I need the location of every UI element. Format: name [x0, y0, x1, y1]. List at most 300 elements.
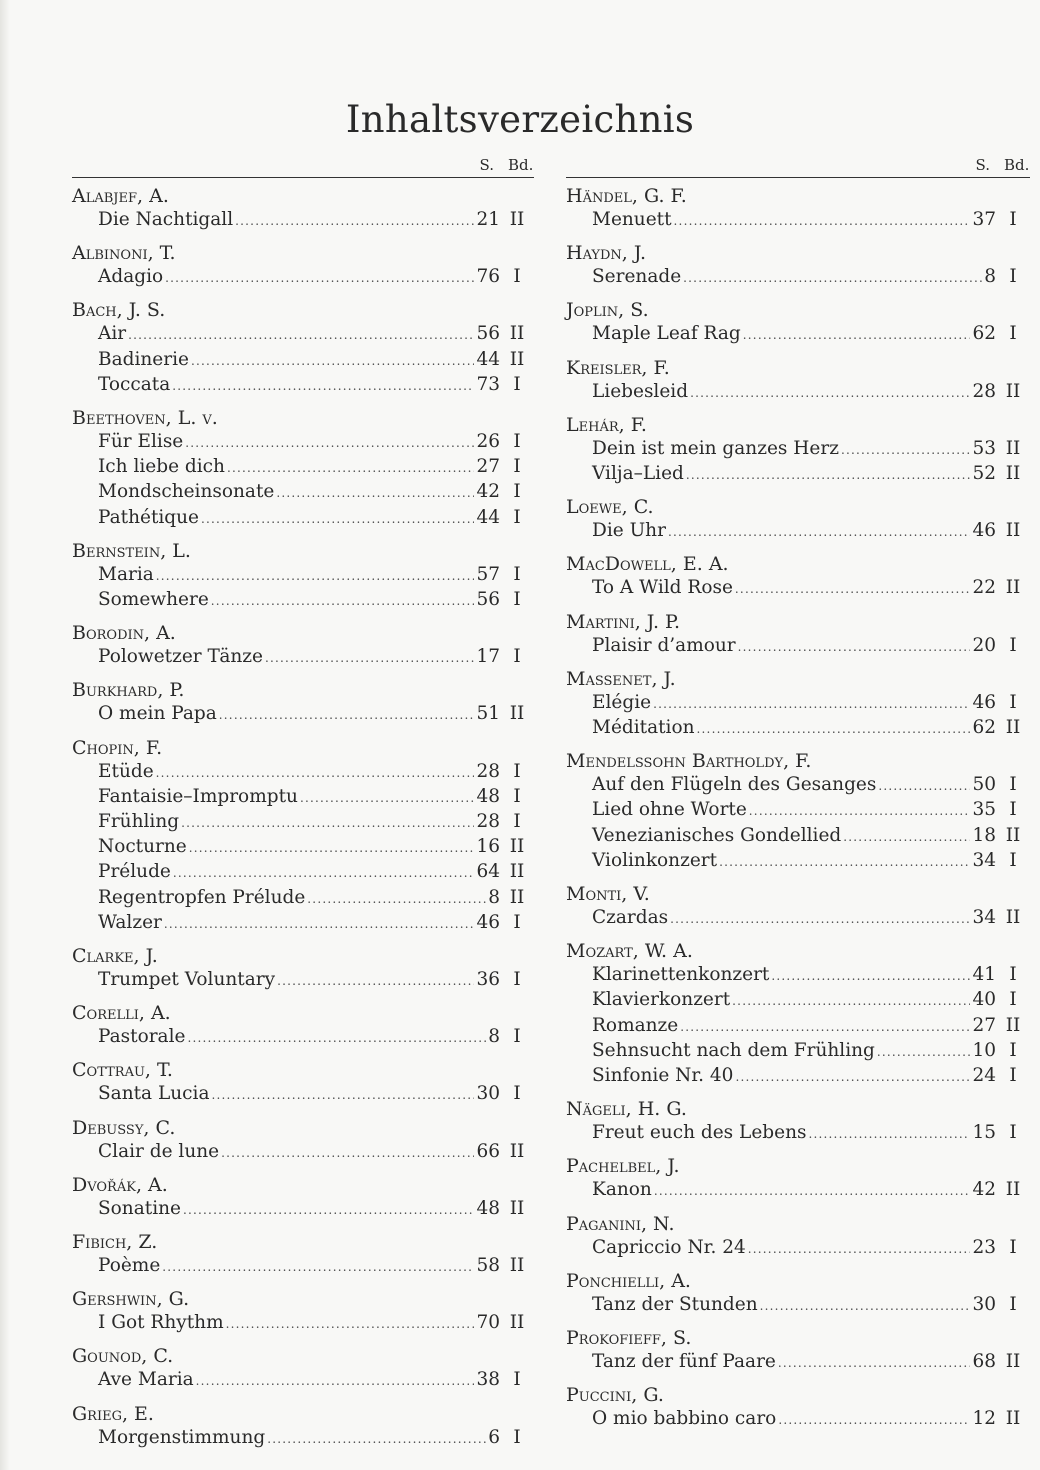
page-number: 44: [476, 506, 500, 528]
dot-leader: [877, 1041, 971, 1064]
page-number: 73: [476, 373, 500, 395]
toc-entry: [72, 588, 534, 613]
page-number: 16: [476, 836, 500, 858]
page-number: 34: [972, 849, 996, 871]
dot-leader: [277, 970, 474, 993]
composer-name: Händel, G. F.: [566, 185, 687, 207]
volume-number: I: [513, 1083, 521, 1105]
page-number: 76: [476, 266, 500, 288]
toc-entry: [566, 906, 1030, 931]
page-number: 51: [476, 703, 500, 725]
dot-leader: [267, 1428, 486, 1451]
toc-entry: [566, 462, 1030, 487]
toc-entry: [72, 968, 534, 993]
toc-entry: [566, 691, 1030, 716]
volume-number: I: [1009, 209, 1017, 230]
dot-leader: [219, 704, 475, 727]
work-title: I Got Rhythm: [98, 1312, 224, 1334]
work-title: Vilja–Lied: [592, 463, 684, 485]
work-title: Klavierkonzert: [592, 989, 731, 1011]
composer-name: Kreisler, F.: [566, 356, 670, 379]
volume-number: II: [1005, 907, 1021, 929]
toc-entry: [72, 810, 534, 835]
volume-number: I: [1009, 849, 1017, 871]
toc-entry: [72, 455, 534, 480]
volume-number: II: [509, 323, 525, 345]
work-title: Clair de lune: [98, 1140, 220, 1162]
toc-entry: [566, 1121, 1030, 1146]
page-number: 8: [984, 266, 996, 288]
composer-name: Massenet, J.: [566, 667, 676, 690]
page-column-label: S.: [479, 156, 494, 174]
toc-entry: [72, 480, 534, 505]
toc-entry: [72, 1197, 534, 1222]
work-title: Frühling: [98, 811, 180, 833]
page-number: 23: [972, 1236, 996, 1258]
volume-number: I: [1009, 1293, 1017, 1315]
dot-leader: [735, 1066, 970, 1089]
volume-number: II: [509, 209, 525, 230]
toc-entry: [566, 265, 1030, 290]
toc-entry: [72, 1311, 534, 1336]
work-title: Maple Leaf Rag: [592, 323, 741, 345]
work-title: Prélude: [98, 861, 171, 883]
page-number: 50: [972, 774, 996, 796]
toc-entry: [566, 849, 1030, 874]
composer-name: Fibich, Z.: [72, 1231, 158, 1254]
dot-leader: [654, 1180, 971, 1203]
toc-entry: [72, 785, 534, 810]
dot-leader: [201, 508, 474, 531]
toc-entry: [72, 373, 534, 398]
page-number: 10: [972, 1039, 996, 1061]
page-number: 48: [476, 1197, 500, 1219]
work-title: Nocturne: [98, 836, 187, 858]
page-number: 28: [972, 380, 996, 402]
page-number: 6: [488, 1426, 500, 1448]
composer-name: Gounod, C.: [72, 1345, 174, 1368]
volume-number: I: [513, 1369, 521, 1391]
volume-number: I: [1009, 1236, 1017, 1258]
page-number: 46: [476, 911, 500, 933]
volume-number: I: [513, 785, 521, 807]
volume-number: II: [1005, 1408, 1021, 1430]
toc-column-left: [72, 156, 534, 1451]
volume-number: II: [1005, 1179, 1021, 1201]
volume-number: I: [1009, 691, 1017, 713]
dot-leader: [191, 350, 474, 373]
work-title: Liebesleid: [592, 380, 689, 402]
composer-name: Clarke, J.: [72, 945, 158, 968]
toc-entry: [72, 1140, 534, 1165]
dot-leader: [211, 1084, 474, 1107]
work-title: Air: [98, 323, 127, 345]
volume-number: I: [1009, 1065, 1017, 1087]
work-title: Serenade: [592, 266, 682, 288]
composer-name: Alabjef, A.: [72, 185, 169, 207]
dot-leader: [211, 590, 475, 613]
dot-leader: [841, 439, 971, 462]
volume-number: II: [1005, 520, 1021, 542]
composer-name: Corelli, A.: [72, 1002, 171, 1025]
page-number: 17: [476, 646, 500, 668]
toc-entry: [566, 634, 1030, 659]
volume-number: I: [1009, 989, 1017, 1011]
toc-entry: [72, 265, 534, 290]
volume-number: II: [1005, 577, 1021, 599]
page-number: 34: [972, 907, 996, 929]
dot-leader: [743, 324, 971, 347]
toc-entry: [566, 208, 1030, 233]
work-title: Romanze: [592, 1014, 679, 1036]
dot-leader: [173, 862, 475, 885]
work-title: Poème: [98, 1255, 161, 1277]
dot-leader: [771, 965, 970, 988]
work-title: Santa Lucia: [98, 1083, 210, 1105]
dot-leader: [221, 1142, 474, 1165]
composer-name: Haydn, J.: [566, 242, 647, 265]
work-title: Etüde: [98, 760, 154, 782]
work-title: Freut euch des Lebens: [592, 1122, 807, 1144]
work-title: Capriccio Nr. 24: [592, 1236, 746, 1258]
page-number: 64: [476, 861, 500, 883]
work-title: Für Elise: [98, 431, 184, 453]
composer-name: Puccini, G.: [566, 1384, 664, 1407]
page-number: 53: [972, 437, 996, 459]
page-number: 37: [972, 209, 996, 230]
toc-entry: [566, 1178, 1030, 1203]
work-title: Toccata: [98, 373, 171, 395]
page-number: 26: [476, 431, 500, 453]
page-number: 42: [476, 481, 500, 503]
dot-leader: [680, 1016, 970, 1039]
dot-leader: [189, 837, 475, 860]
work-title: Maria: [98, 563, 154, 585]
work-title: Plaisir d’amour: [592, 634, 736, 656]
toc-entry: [72, 1025, 534, 1050]
toc-list-right: [566, 178, 1030, 1432]
dot-leader: [760, 1295, 971, 1318]
composer-name: Martini, J. P.: [566, 610, 680, 633]
composer-name: Grieg, E.: [72, 1402, 154, 1425]
work-title: Ave Maria: [98, 1369, 194, 1391]
dot-leader: [172, 375, 474, 398]
page-number: 42: [972, 1179, 996, 1201]
toc-entry: [72, 1426, 534, 1451]
page-number: 68: [972, 1351, 996, 1373]
dot-leader: [185, 432, 474, 455]
volume-number: II: [1005, 380, 1021, 402]
volume-number: I: [513, 373, 521, 395]
dot-leader: [674, 210, 971, 233]
toc-entry: [72, 1368, 534, 1393]
dot-leader: [128, 324, 474, 347]
composer-name: Debussy, C.: [72, 1116, 176, 1139]
work-title: Venezianisches Gondellied: [592, 824, 842, 846]
page-number: 30: [972, 1293, 996, 1315]
toc-entry: [72, 645, 534, 670]
page-number: 28: [476, 811, 500, 833]
page-column-label: S.: [975, 156, 990, 174]
dot-leader: [196, 1370, 475, 1393]
dot-leader: [738, 636, 971, 659]
dot-leader: [748, 1238, 971, 1261]
volume-number: I: [513, 456, 521, 478]
dot-leader: [668, 521, 971, 544]
composer-name: Ponchielli, A.: [566, 1269, 691, 1292]
page-title: Inhaltsverzeichnis: [345, 98, 695, 141]
dot-leader: [165, 267, 474, 290]
work-title: Somewhere: [98, 589, 209, 611]
dot-leader: [156, 762, 475, 785]
work-title: Die Uhr: [592, 520, 666, 542]
page-number: 41: [972, 964, 996, 986]
dot-leader: [719, 851, 970, 874]
volume-number: II: [509, 1197, 525, 1219]
volume-number: I: [513, 646, 521, 668]
volume-number: II: [1005, 824, 1021, 846]
dot-leader: [778, 1352, 971, 1375]
dot-leader: [878, 775, 970, 798]
dot-leader: [843, 826, 970, 849]
page-number: 15: [972, 1122, 996, 1144]
toc-entry: [566, 576, 1030, 601]
volume-number: I: [513, 760, 521, 782]
page-number: 20: [972, 634, 996, 656]
toc-entry: [566, 1014, 1030, 1039]
work-title: Pastorale: [98, 1026, 186, 1048]
composer-name: Bernstein, L.: [72, 539, 191, 562]
dot-leader: [183, 1199, 474, 1222]
volume-number: I: [1009, 1039, 1017, 1061]
page-number: 44: [476, 348, 500, 370]
toc-entry: [566, 798, 1030, 823]
page-number: 56: [476, 323, 500, 345]
dot-leader: [686, 464, 971, 487]
page-number: 8: [488, 1026, 500, 1048]
dot-leader: [683, 267, 982, 290]
dot-leader: [187, 1027, 486, 1050]
toc-entry: [566, 322, 1030, 347]
page-number: 48: [476, 785, 500, 807]
work-title: Trumpet Voluntary: [98, 969, 276, 991]
volume-number: II: [509, 861, 525, 883]
page-number: 62: [972, 323, 996, 345]
work-title: Méditation: [592, 717, 695, 739]
toc-entry: [566, 824, 1030, 849]
toc-entry: [72, 911, 534, 936]
toc-entry: [566, 716, 1030, 741]
composer-name: Paganini, N.: [566, 1212, 675, 1235]
work-title: Polowetzer Tänze: [98, 646, 263, 668]
toc-entry: [566, 1293, 1030, 1318]
dot-leader: [697, 718, 971, 741]
volume-number: II: [1005, 1014, 1021, 1036]
volume-column-label: Bd.: [508, 156, 534, 174]
page-number: 24: [972, 1065, 996, 1087]
toc-entry: [566, 380, 1030, 405]
work-title: To A Wild Rose: [592, 577, 733, 599]
volume-number: II: [1005, 463, 1021, 485]
work-title: Dein ist mein ganzes Herz: [592, 437, 839, 459]
toc-entry: [72, 348, 534, 373]
volume-number: I: [513, 266, 521, 288]
page-number: 21: [476, 209, 500, 230]
composer-name: Albinoni, T.: [72, 242, 176, 265]
toc-entry: [72, 506, 534, 531]
work-title: Mondscheinsonate: [98, 481, 275, 503]
volume-number: I: [1009, 323, 1017, 345]
toc-entry: [72, 1082, 534, 1107]
page-number: 46: [972, 691, 996, 713]
dot-leader: [227, 457, 475, 480]
work-title: Sonatine: [98, 1197, 181, 1219]
toc-entry: [566, 519, 1030, 544]
volume-number: I: [513, 506, 521, 528]
page-number: 27: [972, 1014, 996, 1036]
dot-leader: [732, 990, 970, 1013]
volume-number: II: [509, 703, 525, 725]
volume-number: II: [509, 886, 525, 908]
dot-leader: [778, 1409, 970, 1432]
volume-column-label: Bd.: [1004, 156, 1030, 174]
work-title: Tanz der Stunden: [592, 1293, 758, 1315]
toc-column-right: [566, 156, 1030, 1432]
work-title: Klarinettenkonzert: [592, 964, 770, 986]
dot-leader: [653, 693, 970, 716]
dot-leader: [276, 482, 474, 505]
volume-number: II: [509, 1312, 525, 1334]
dot-leader: [162, 1256, 474, 1279]
composer-name: Loewe, C.: [566, 496, 654, 519]
toc-entry: [566, 773, 1030, 798]
work-title: Fantaisie–Impromptu: [98, 785, 298, 807]
page-number: 62: [972, 717, 996, 739]
composer-name: Borodin, A.: [72, 622, 176, 645]
volume-number: I: [513, 911, 521, 933]
page-number: 12: [972, 1408, 996, 1430]
dot-leader: [749, 800, 971, 823]
page-number: 46: [972, 520, 996, 542]
composer-name: Mendelssohn Bartholdy, F.: [566, 750, 812, 773]
dot-leader: [808, 1123, 970, 1146]
work-title: Tanz der fünf Paare: [592, 1351, 776, 1373]
volume-number: I: [513, 431, 521, 453]
dot-leader: [181, 812, 474, 835]
work-title: O mein Papa: [98, 703, 217, 725]
toc-entry: [72, 1254, 534, 1279]
page-number: 57: [476, 563, 500, 585]
toc-entry: [72, 886, 534, 911]
toc-entry: [72, 860, 534, 885]
toc-entry: [72, 702, 534, 727]
page-number: 8: [488, 886, 500, 908]
dot-leader: [265, 647, 474, 670]
page-number: 35: [972, 799, 996, 821]
page-number: 66: [476, 1140, 500, 1162]
composer-name: Joplin, S.: [566, 299, 649, 322]
toc-entry: [72, 835, 534, 860]
toc-entry: [566, 1407, 1030, 1432]
work-title: Menuett: [592, 209, 672, 230]
volume-number: I: [513, 969, 521, 991]
work-title: Badinerie: [98, 348, 189, 370]
volume-number: II: [1005, 437, 1021, 459]
work-title: Die Nachtigall: [98, 209, 234, 230]
volume-number: I: [1009, 774, 1017, 796]
composer-name: MacDowell, E. A.: [566, 553, 729, 576]
toc-entry: [566, 963, 1030, 988]
work-title: Pathétique: [98, 506, 200, 528]
dot-leader: [307, 888, 486, 911]
column-header: [566, 156, 1030, 178]
work-title: Regentropfen Prélude: [98, 886, 306, 908]
volume-number: I: [513, 1026, 521, 1048]
toc-entry: [566, 1350, 1030, 1375]
volume-number: I: [1009, 964, 1017, 986]
work-title: Sehnsucht nach dem Frühling: [592, 1039, 875, 1061]
volume-number: I: [1009, 634, 1017, 656]
page-number: 28: [476, 760, 500, 782]
dot-leader: [670, 908, 970, 931]
column-header: [72, 156, 534, 178]
page-number: 40: [972, 989, 996, 1011]
volume-number: II: [509, 1140, 525, 1162]
volume-number: I: [1009, 799, 1017, 821]
composer-name: Gershwin, G.: [72, 1288, 190, 1311]
volume-number: I: [513, 563, 521, 585]
composer-name: Nägeli, H. G.: [566, 1098, 687, 1121]
toc-list-left: [72, 178, 534, 1451]
composer-name: Pachelbel, J.: [566, 1155, 680, 1178]
volume-number: I: [513, 589, 521, 611]
volume-number: I: [513, 481, 521, 503]
toc-entry: [566, 988, 1030, 1013]
page-number: 30: [476, 1083, 500, 1105]
toc-entry: [566, 437, 1030, 462]
volume-number: I: [513, 811, 521, 833]
work-title: Ich liebe dich: [98, 456, 225, 478]
composer-name: Mozart, W. A.: [566, 940, 693, 963]
volume-number: II: [509, 1255, 525, 1277]
composer-name: Bach, J. S.: [72, 299, 166, 322]
toc-entry: [566, 1064, 1030, 1089]
work-title: Kanon: [592, 1179, 652, 1201]
toc-entry: [566, 1236, 1030, 1261]
work-title: Adagio: [98, 266, 164, 288]
work-title: Sinfonie Nr. 40: [592, 1065, 734, 1087]
work-title: Morgenstimmung: [98, 1426, 266, 1448]
composer-name: Cottrau, T.: [72, 1059, 173, 1082]
dot-leader: [226, 1313, 475, 1336]
toc-entry: [72, 563, 534, 588]
composer-name: Beethoven, L. v.: [72, 407, 218, 430]
page-number: 58: [476, 1255, 500, 1277]
page-number: 70: [476, 1312, 500, 1334]
volume-number: I: [513, 1426, 521, 1448]
page-number: 52: [972, 463, 996, 485]
dot-leader: [164, 913, 475, 936]
composer-name: Lehár, F.: [566, 413, 647, 436]
page-number: 38: [476, 1369, 500, 1391]
work-title: O mio babbino caro: [592, 1408, 777, 1430]
toc-entry: [72, 430, 534, 455]
volume-number: I: [1009, 266, 1017, 288]
toc-entry: [72, 760, 534, 785]
toc-entry: [566, 1039, 1030, 1064]
work-title: Violinkonzert: [592, 849, 718, 871]
work-title: Czardas: [592, 907, 669, 929]
